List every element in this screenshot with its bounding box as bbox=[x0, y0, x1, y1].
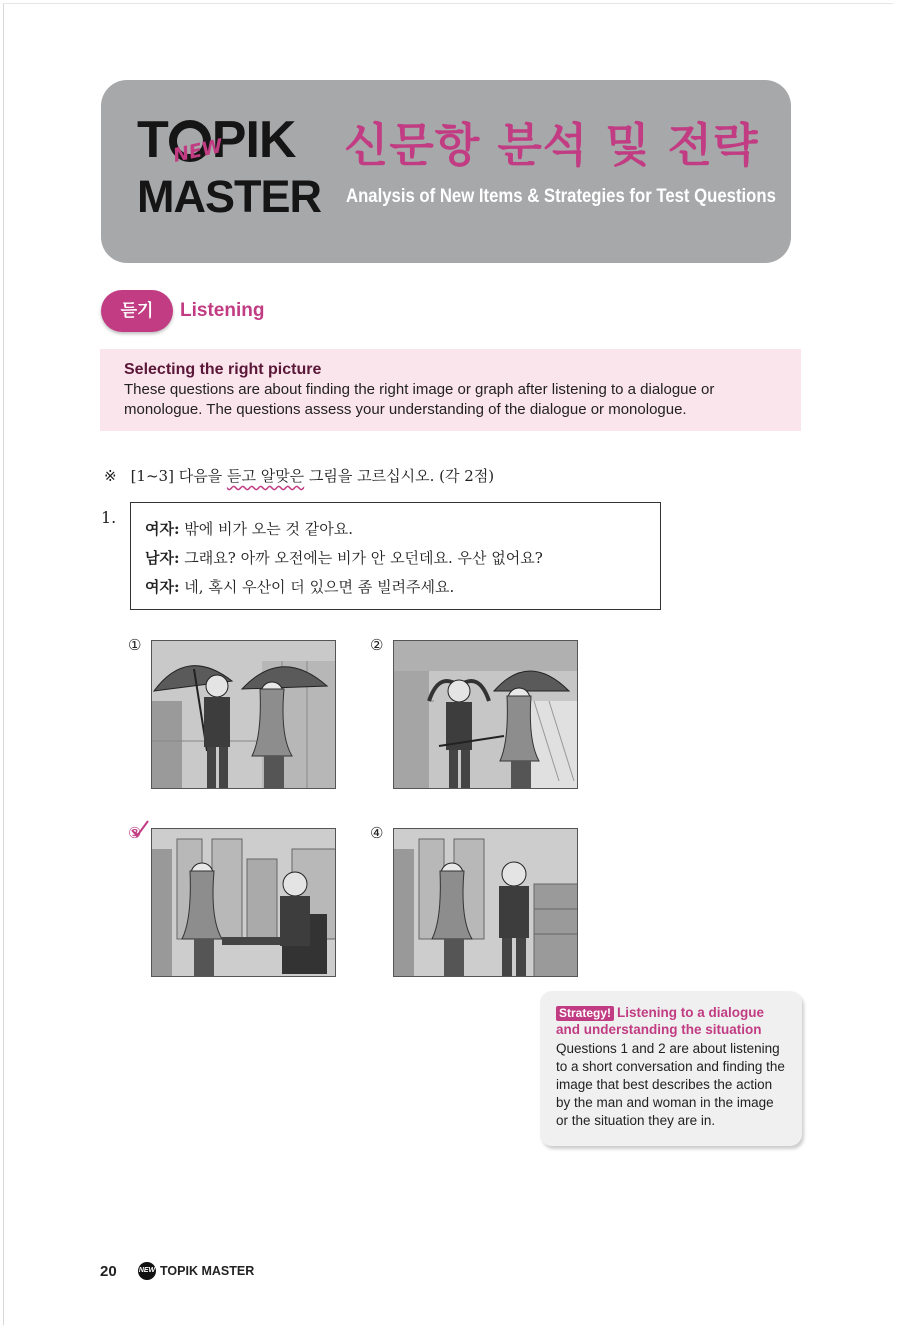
option-3-number[interactable]: ③ bbox=[128, 824, 142, 842]
intro-heading: Selecting the right picture bbox=[124, 361, 322, 378]
reference-mark: ※ bbox=[104, 467, 117, 485]
footer-brand: TOPIK MASTER bbox=[160, 1264, 255, 1278]
dialogue-line: 남자: 그래요? 아까 오전에는 비가 안 오던데요. 우산 없어요? bbox=[145, 549, 543, 567]
option-1-picture[interactable] bbox=[151, 640, 336, 789]
strategy-tag: Strategy! bbox=[556, 1006, 614, 1021]
option-4-picture[interactable] bbox=[393, 828, 578, 977]
title-english: Analysis of New Items & Strategies for Test Questions bbox=[346, 186, 776, 207]
section-title: Listening bbox=[180, 300, 265, 321]
option-2-picture[interactable] bbox=[393, 640, 578, 789]
dialogue-box bbox=[130, 502, 661, 610]
question-number: 1. bbox=[101, 508, 117, 527]
logo-master: MASTER bbox=[137, 171, 321, 222]
dialogue-line: 여자: 밖에 비가 오는 것 같아요. bbox=[145, 520, 354, 538]
section-pill: 듣기 bbox=[101, 290, 173, 332]
dialogue-line: 여자: 네, 혹시 우산이 더 있으면 좀 빌려주세요. bbox=[145, 578, 455, 596]
footer-new-logo-icon: NEW bbox=[138, 1262, 156, 1280]
instruction bbox=[104, 465, 494, 486]
option-1-number[interactable]: ① bbox=[128, 636, 142, 654]
instruction-emphasis: 듣고 알맞은 bbox=[226, 467, 305, 485]
strategy-box bbox=[540, 991, 802, 1146]
option-3-picture[interactable] bbox=[151, 828, 336, 977]
strategy-text: Questions 1 and 2 are about listening to a short conversation and finding the image that best describes the action by the man and woman in the image or the situation they are in. bbox=[556, 1041, 785, 1128]
logo-topik: T PIK bbox=[137, 111, 296, 169]
instruction-prefix: [1~3] 다음을 bbox=[130, 467, 227, 485]
header-banner bbox=[101, 80, 791, 263]
strategy-heading: Strategy! Listening to a dialogue and understanding the situation bbox=[556, 1005, 765, 1037]
intro-text: These questions are about finding the right image or graph after listening to a dialogue or monologue. The questions assess your understanding of the dialogue or monologue. bbox=[124, 381, 715, 418]
intro-box bbox=[100, 349, 801, 431]
option-2-number[interactable]: ② bbox=[370, 636, 384, 654]
logo-new-badge: NEW bbox=[171, 135, 225, 167]
page-number: 20 bbox=[100, 1263, 117, 1280]
option-4-number[interactable]: ④ bbox=[370, 824, 384, 842]
title-korean: 신문항 분석 및 전략 bbox=[344, 118, 759, 172]
instruction-suffix: 그림을 고르십시오. (각 2점) bbox=[304, 467, 495, 485]
